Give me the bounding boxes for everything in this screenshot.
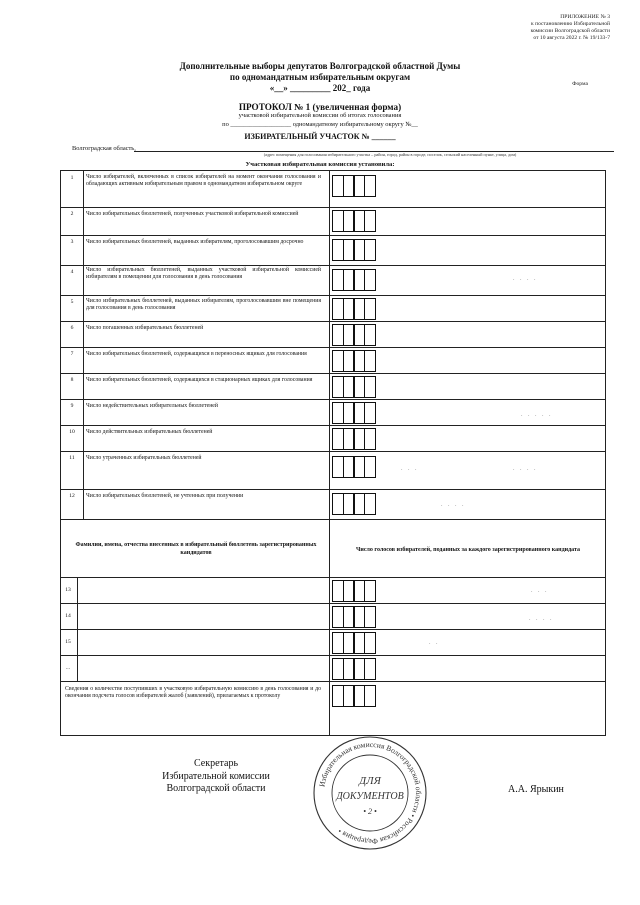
- signature-org: Избирательной комиссии: [162, 770, 270, 782]
- official-stamp: [312, 735, 428, 851]
- row-label: Число избирательных бюллетеней, выданных избирателям, проголосовавшим вне помещения для голосования в день голосования: [86, 298, 321, 311]
- signature-region: Волгоградской области: [166, 783, 266, 794]
- digit-boxes[interactable]: [333, 239, 376, 261]
- row-label: Число избирательных бюллетеней, выданных избирателям, проголосовавшим досрочно: [86, 239, 304, 245]
- established-heading: Участковая избирательная комиссия установила:: [245, 161, 395, 168]
- table-row: [61, 373, 605, 400]
- annex-note: [460, 14, 610, 42]
- row-label: Число избирательных бюллетеней, выданных участковой избирательной комиссией избирателям в помещении для голосования в день голосования: [86, 267, 321, 280]
- table-row: [61, 295, 605, 322]
- address-caption: (адрес помещения для голосования избирательного участка – район, город, район в городе, поселок, сельский населенный пункт, улица, дом): [263, 152, 517, 157]
- precinct-number: ИЗБИРАТЕЛЬНЫЙ УЧАСТОК № ______: [244, 132, 396, 141]
- divider: [83, 426, 84, 452]
- candidate-row: [61, 655, 605, 682]
- row-number: 12: [69, 493, 75, 499]
- signature-block: [134, 758, 298, 796]
- scan-speck: . . . . .: [521, 412, 553, 418]
- candidate-row: [61, 577, 605, 604]
- table-row: [61, 425, 605, 452]
- divider: [83, 322, 84, 348]
- complaints-label: Сведения о количестве поступивших в участковую избирательную комиссию в день голосования и до окончания подсчета голосов избирателей жалоб (заявлений), прилагаемых к протоколу: [65, 686, 321, 699]
- candidates-name-header: Фамилии, имена, отчества внесенных в избирательный бюллетень зарегистрированных кандидатов: [75, 542, 317, 556]
- row-number: 13: [65, 587, 71, 593]
- annex-line-4: от 10 августа 2022 г. № 19/133-7: [533, 35, 610, 41]
- election-title: Дополнительные выборы депутатов Волгоградской областной Думы: [179, 61, 461, 71]
- row-label: Число избирательных бюллетеней, содержащихся в переносных ящиках для голосования: [86, 351, 307, 357]
- row-label: Число избирателей, включенных в список избирателей на момент окончания голосования и обладающих активным избирательным правом в одномандатном избирательном округе: [86, 174, 321, 187]
- digit-boxes[interactable]: [333, 456, 376, 478]
- stamp-center-line-3: • 2 •: [363, 807, 377, 816]
- signature-position: Секретарь: [193, 758, 239, 769]
- divider: [77, 578, 78, 604]
- divider: [83, 236, 84, 266]
- digit-boxes[interactable]: [333, 606, 376, 628]
- digit-boxes[interactable]: [333, 632, 376, 654]
- table-row: [61, 347, 605, 374]
- table-row: [61, 399, 605, 426]
- row-label: Число избирательных бюллетеней, содержащихся в стационарных ящиках для голосования: [86, 377, 313, 383]
- divider: [83, 490, 84, 520]
- scan-speck: . . . .: [441, 502, 466, 508]
- scan-speck: . . .: [401, 466, 419, 472]
- table-row: [61, 235, 605, 266]
- row-label: Число погашенных избирательных бюллетеней: [86, 325, 204, 331]
- digit-boxes[interactable]: [333, 402, 376, 424]
- divider: [83, 348, 84, 374]
- scan-speck: . . . .: [529, 616, 554, 622]
- election-date: «__» _________ 202_ года: [269, 83, 371, 93]
- row-label: Число утраченных избирательных бюллетеней: [86, 455, 202, 461]
- row-label: Число избирательных бюллетеней, не учтенных при получении: [86, 493, 244, 499]
- protocol-table: [60, 170, 606, 736]
- row-number: 11: [69, 455, 75, 461]
- table-row: [61, 207, 605, 236]
- divider: [77, 604, 78, 630]
- stamp-ring-text: Избирательная комиссия Волгоградской области • Российская Федерация •: [317, 739, 424, 847]
- table-row: [61, 451, 605, 490]
- row-label: Число недействительных избирательных бюллетеней: [86, 403, 218, 409]
- divider: [77, 656, 78, 682]
- stamp-center-line-1: ДЛЯ: [359, 775, 381, 787]
- divider: [83, 296, 84, 322]
- candidates-votes-header: Число голосов избирателей, поданных за каждого зарегистрированного кандидата: [356, 547, 580, 553]
- digit-boxes[interactable]: [333, 175, 376, 197]
- row-number: ...: [65, 665, 71, 671]
- digit-boxes[interactable]: [333, 298, 376, 320]
- digit-boxes[interactable]: [333, 428, 376, 450]
- digit-boxes[interactable]: [333, 350, 376, 372]
- annex-line-1: ПРИЛОЖЕНИЕ № 3: [560, 14, 610, 20]
- row-number: 6: [70, 325, 74, 331]
- form-label: Форма: [572, 81, 588, 87]
- scan-speck: . . .: [531, 588, 549, 594]
- row-number: 14: [65, 613, 71, 619]
- divider: [83, 208, 84, 236]
- digit-boxes[interactable]: [333, 493, 376, 515]
- table-row: [61, 489, 605, 520]
- digit-boxes[interactable]: [333, 376, 376, 398]
- protocol-district: по ___________________ одномандатному избирательному округу №__: [222, 121, 418, 128]
- digit-boxes[interactable]: [333, 269, 376, 291]
- scan-speck: . .: [429, 640, 440, 646]
- digit-boxes[interactable]: [333, 210, 376, 232]
- divider: [83, 452, 84, 490]
- row-number: 9: [70, 403, 74, 409]
- annex-line-3: комиссии Волгоградской области: [530, 28, 610, 34]
- row-number: 2: [70, 211, 74, 217]
- protocol-subtitle: участковой избирательной комиссии об итогах голосования: [238, 112, 402, 119]
- digit-boxes[interactable]: [333, 658, 376, 680]
- row-number: 3: [70, 239, 74, 245]
- protocol-title: ПРОТОКОЛ № 1 (увеличенная форма): [238, 102, 402, 112]
- divider: [77, 630, 78, 656]
- region-label: Волгоградская область,: [72, 145, 136, 152]
- election-subtitle: по одномандатным избирательным округам: [229, 72, 411, 82]
- table-row: [61, 321, 605, 348]
- complaints-row: [61, 681, 605, 736]
- row-number: 15: [65, 639, 71, 645]
- signatory-name: А.А. Ярыкин: [508, 784, 564, 795]
- row-number: 5: [70, 299, 74, 305]
- candidate-row: [61, 629, 605, 656]
- candidates-header: [61, 519, 605, 578]
- row-label: Число избирательных бюллетеней, полученных участковой избирательной комиссией: [86, 211, 299, 217]
- row-number: 8: [70, 377, 74, 383]
- candidate-row: [61, 603, 605, 630]
- annex-line-2: к постановлению Избирательной: [531, 21, 610, 27]
- stamp-center-line-2: ДОКУМЕНТОВ: [336, 791, 404, 802]
- divider: [83, 374, 84, 400]
- row-number: 1: [70, 175, 74, 181]
- row-label: Число действительных избирательных бюллетеней: [86, 429, 213, 435]
- digit-boxes[interactable]: [333, 685, 376, 707]
- digit-boxes[interactable]: [333, 580, 376, 602]
- region-line: [72, 145, 612, 152]
- row-number: 4: [70, 269, 74, 275]
- row-number: 7: [70, 351, 74, 357]
- scan-speck: . . . .: [513, 276, 538, 282]
- scan-speck: . . . .: [513, 466, 538, 472]
- table-row: [61, 171, 605, 207]
- divider: [83, 266, 84, 296]
- divider: [83, 400, 84, 426]
- divider: [83, 171, 84, 207]
- table-row: [61, 265, 605, 296]
- row-number: 10: [69, 429, 75, 435]
- digit-boxes[interactable]: [333, 324, 376, 346]
